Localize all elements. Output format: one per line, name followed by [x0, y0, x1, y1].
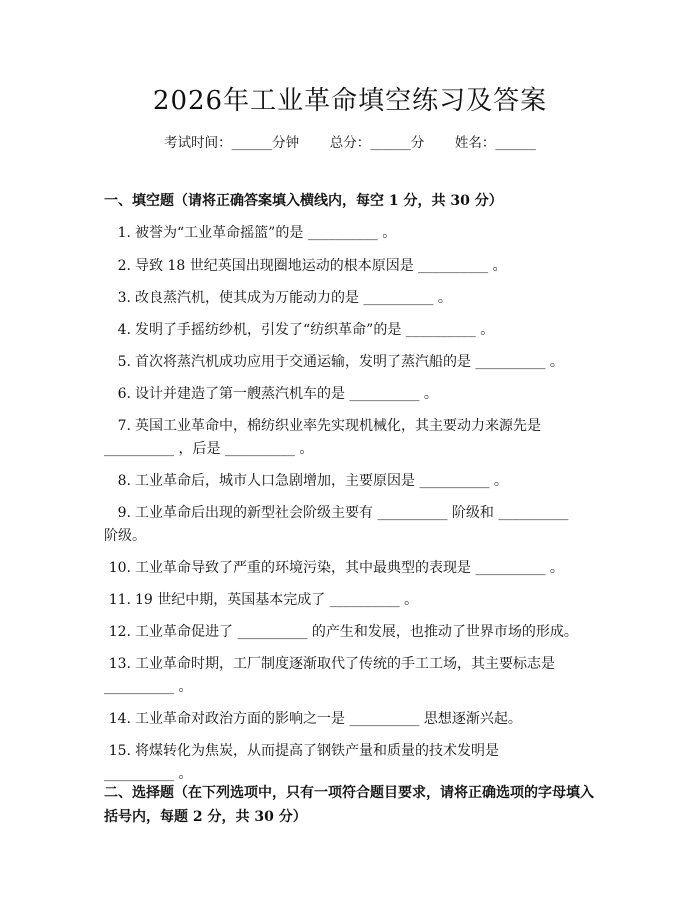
question-9-continued: [104, 522, 596, 551]
question-text: 被誉为“工业革命摇篮”的是 __________ 。: [135, 225, 397, 241]
time-blank: ______: [231, 135, 273, 151]
question-8: [104, 467, 596, 496]
question-text: 工业革命对政治方面的影响之一是 __________ 思想逐渐兴起。: [135, 711, 522, 727]
question-3: [104, 284, 596, 313]
question-11: [104, 586, 596, 615]
exam-meta: [0, 131, 700, 151]
question-number: 15.: [108, 743, 131, 759]
question-number: 4.: [117, 322, 131, 338]
question-text: 工业革命后，城市人口急剧增加，主要原因是 __________ 。: [135, 473, 508, 489]
question-1: [104, 219, 596, 248]
question-2: [104, 252, 596, 281]
question-14: [104, 705, 596, 734]
question-number: 13.: [108, 656, 131, 672]
question-5: [104, 348, 604, 377]
question-4: [104, 316, 596, 345]
question-text: 设计并建造了第一艘蒸汽机车的是 __________ 。: [135, 386, 438, 402]
question-text: 首次将蒸汽机成功应用于交通运输，发明了蒸汽船的是 __________ 。: [135, 354, 564, 370]
question-number: 2.: [117, 258, 131, 274]
question-text-line-1: 工业革命后出现的新型社会阶级主要有 __________ 阶级和 __________: [135, 505, 569, 521]
question-text-line-1: 英国工业革命中，棉纺织业率先实现机械化，其主要动力来源先是: [135, 418, 541, 434]
score-unit: 分: [410, 135, 425, 151]
question-text-line-1: 工业革命时期，工厂制度逐渐取代了传统的手工工场，其主要标志是: [135, 656, 555, 672]
question-text: 导致 18 世纪英国出现圈地运动的根本原因是 __________ 。: [135, 258, 507, 274]
section-1-heading: 一、填空题（请将正确答案填入横线内，每空 1 分，共 30 分）: [104, 193, 503, 209]
page-title: 2026年工业革命填空练习及答案: [152, 86, 548, 116]
question-13-continued: [104, 673, 596, 702]
question-number: 9.: [117, 505, 131, 521]
question-12: [104, 618, 604, 647]
question-10: [104, 554, 596, 583]
question-text: 工业革命导致了严重的环境污染，其中最典型的表现是 __________ 。: [135, 560, 564, 576]
question-6: [104, 380, 596, 409]
score-blank: ______: [370, 135, 411, 151]
score-label: 总分：: [329, 135, 371, 151]
question-text-line-2: __________ 。: [104, 766, 193, 782]
question-number: 6.: [117, 386, 131, 402]
section-2-heading-line-1: 二、选择题（在下列选项中，只有一项符合题目要求，请将正确选项的字母填入: [104, 785, 594, 801]
question-text-line-2: 阶级。: [104, 528, 146, 544]
name-label: 姓名：: [454, 135, 496, 151]
question-text: 改良蒸汽机，使其成为万能动力的是 __________ 。: [135, 290, 452, 306]
question-number: 3.: [117, 290, 131, 306]
question-text-line-1: 将煤转化为焦炭，从而提高了钢铁产量和质量的技术发明是: [135, 743, 499, 759]
question-number: 1.: [117, 225, 131, 241]
question-number: 11.: [108, 592, 131, 608]
question-number: 5.: [117, 354, 131, 370]
question-text: 19 世纪中期，英国基本完成了 __________ 。: [135, 592, 419, 608]
name-blank: ______: [495, 135, 536, 151]
question-number: 10.: [108, 560, 131, 576]
time-label: 考试时间：: [164, 135, 232, 151]
question-number: 14.: [108, 711, 131, 727]
time-unit: 分钟: [272, 135, 300, 151]
question-number: 7.: [117, 418, 131, 434]
question-text-line-2: __________ ，后是 __________ 。: [104, 441, 314, 457]
question-text-line-2: __________ 。: [104, 679, 193, 695]
question-text: 发明了手摇纺纱机，引发了“纺织革命”的是 __________ 。: [135, 322, 495, 338]
section-2-heading: [104, 781, 596, 829]
question-text: 工业革命促进了 __________ 的产生和发展，也推动了世界市场的形成。: [135, 624, 578, 640]
question-number: 8.: [117, 473, 131, 489]
question-7-continued: [104, 435, 596, 464]
question-number: 12.: [108, 624, 131, 640]
section-2-heading-line-2: 括号内，每题 2 分，共 30 分）: [104, 809, 307, 825]
